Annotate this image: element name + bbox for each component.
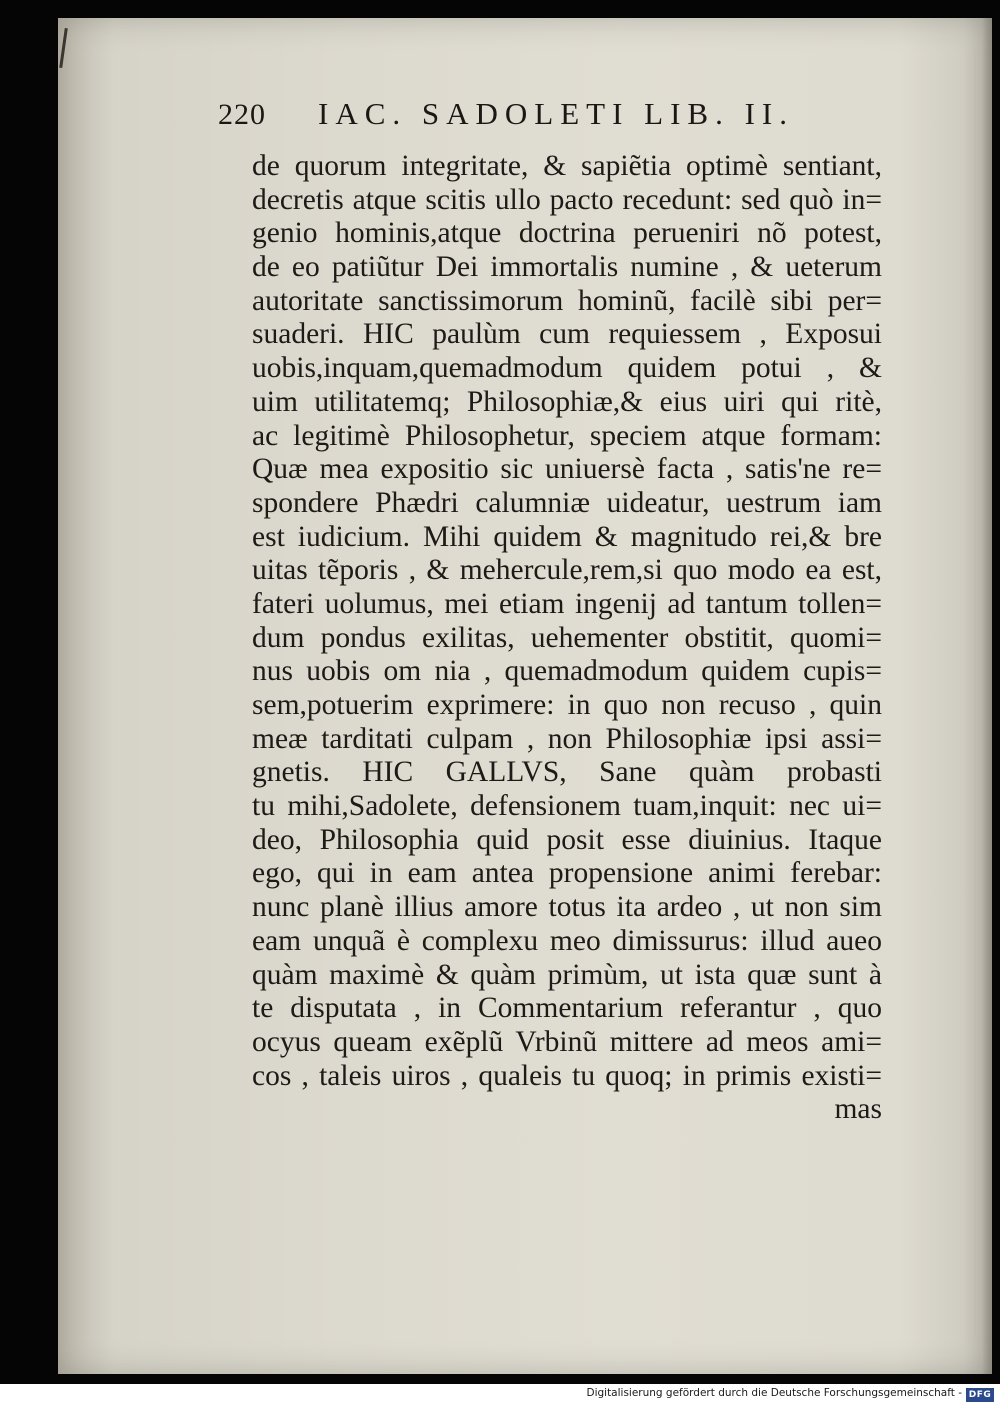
- text-line: decretis atque scitis ullo pacto recedunt: sed quò in=: [252, 183, 882, 216]
- running-title: IAC. SADOLETI LIB. II.: [318, 96, 795, 131]
- text-line: sem,potuerim exprimere: in quo non recuso , quin: [252, 689, 882, 721]
- text-line: ac legitimè Philosophetur, speciem atque formam:: [252, 419, 882, 452]
- page-edge-shadow: [982, 18, 992, 1374]
- footer-bar: [0, 1384, 1000, 1406]
- text-line: uitas tẽporis , & mehercule,rem,si quo modo ea est,: [252, 554, 882, 587]
- text-line: eam unquã è complexu meo dimissurus: illud aueo: [252, 924, 882, 957]
- text-line: meæ tarditati culpam , non Philosophiæ ipsi assi=: [252, 722, 882, 755]
- text-line: uobis,inquam,quemadmodum quidem potui , &: [252, 352, 882, 385]
- text-line: Quæ mea expositio sic uniuersè facta , satis'ne re=: [252, 453, 882, 486]
- dfg-logo: DFG: [966, 1388, 994, 1402]
- text-line: fateri uolumus, mei etiam ingenij ad tantum tollen=: [252, 587, 882, 620]
- text-line: ocyus queam exẽplũ Vrbinũ mittere ad meos ami=: [252, 1025, 882, 1058]
- gutter-mark: [59, 28, 68, 68]
- text-line: gnetis. HIC GALLVS, Sane quàm probasti: [252, 756, 882, 789]
- footer-credit: Digitalisierung gefördert durch die Deutsche Forschungsgemeinschaft -: [586, 1387, 962, 1399]
- text-line: suaderi. HIC paulùm cum requiessem , Exposui: [252, 318, 882, 351]
- text-line: ego, qui in eam antea propensione animi ferebar:: [252, 857, 882, 890]
- text-line: deo, Philosophia quid posit esse diuinius. Itaque: [252, 823, 882, 856]
- text-line: quàm maximè & quàm primùm, ut ista quæ sunt à: [252, 958, 882, 991]
- text-line: nunc planè illius amore totus ita ardeo , ut non sim: [252, 891, 882, 924]
- text-line: tu mihi,Sadolete, defensionem tuam,inquit: nec ui=: [252, 790, 882, 823]
- body-text: [252, 150, 882, 1127]
- text-line: cos , taleis uiros , qualeis tu quoq; in primis existi=: [252, 1059, 882, 1092]
- text-line: genio hominis,atque doctrina perueniri nõ potest,: [252, 217, 882, 250]
- text-line: autoritate sanctissimorum hominũ, facilè sibi per=: [252, 284, 882, 317]
- text-line: de quorum integritate, & sapiẽtia optimè sentiant,: [252, 150, 882, 182]
- text-line: nus uobis om nia , quemadmodum quidem cupis=: [252, 655, 882, 688]
- page-number: 220: [218, 98, 266, 131]
- text-line: est iudicium. Mihi quidem & magnitudo rei,& bre: [252, 520, 882, 553]
- text-line: spondere Phædri calumniæ uideatur, uestrum iam: [252, 486, 882, 519]
- text-line: de eo patiũtur Dei immortalis numine , & ueterum: [252, 251, 882, 284]
- text-line: dum pondus exilitas, uehementer obstitit, quomi=: [252, 621, 882, 654]
- text-line: te disputata , in Commentarium referantur , quo: [252, 992, 882, 1025]
- text-line: uim utilitatemq; Philosophiæ,& eius uiri qui ritè,: [252, 385, 882, 418]
- running-head: [218, 96, 878, 140]
- text-line: mas: [834, 1093, 882, 1126]
